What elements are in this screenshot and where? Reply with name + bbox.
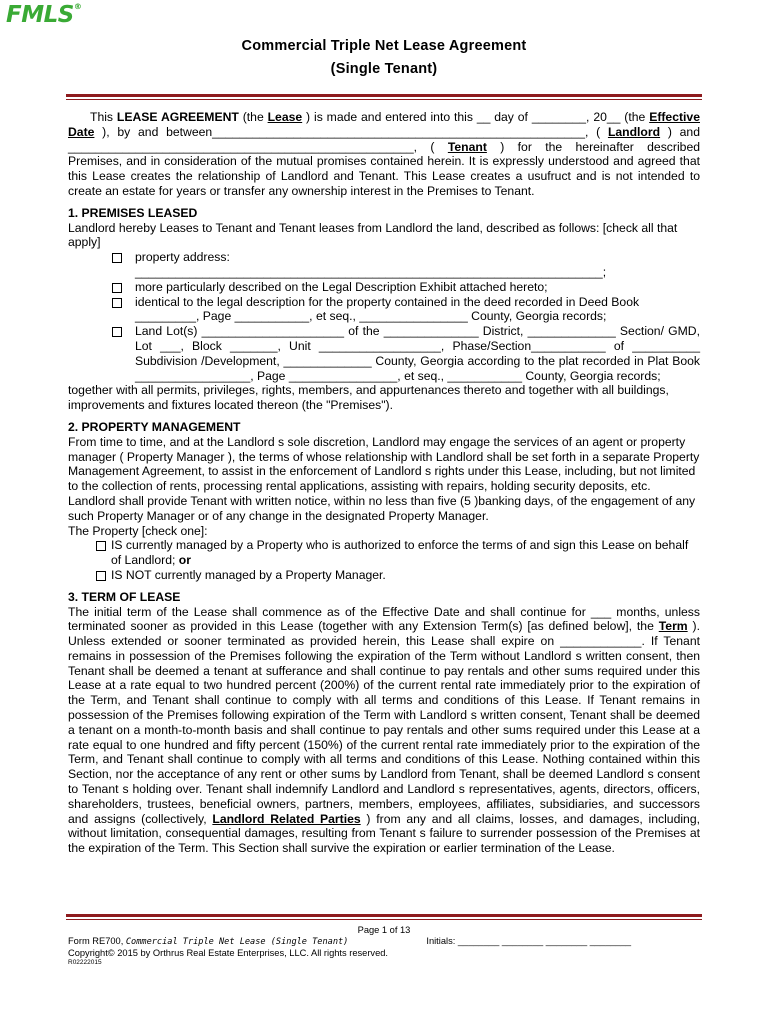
page-footer (68, 925, 700, 967)
premises-option-legal-exhibit: more particularly described on the Legal Description Exhibit attached hereto; (68, 280, 700, 295)
form-title: Commercial Triple Net Lease (Single Tenant) (125, 937, 349, 947)
management-option-is-managed: IS currently managed by a Property who is authorized to enforce the terms of and sign this Lease on behalf of Landlord; or (68, 538, 700, 568)
section-2-body: From time to time, and at the Landlord s sole discretion, Landlord may engage the services of an agent or property manager ( Property Manager ), the terms of whose relationship with Landlord shall be set forth in a separate Property Management Agreement, to assist in the enforcement of Landlord s rights under this Lease, including, but not limited to the collection of rents, processing rental applications, assisting with repairs, holding security deposits, etc. Landlord shall provide Tenant with written notice, within no less than five (5 )banking days, of the engagement of any such Property Manager or of any change in the designated Property Manager. (68, 434, 700, 523)
section-1-tail: together with all permits, privileges, rights, members, and appurtenances thereto and together with all buildings, improvements and fixtures located thereon (the "Premises"). (68, 383, 669, 413)
defined-term-date: Date (68, 124, 95, 139)
intro-line-3: ___________________________________________________, ( Tenant ) for the hereinafter described (68, 139, 700, 154)
defined-term-lease: Lease (267, 110, 303, 124)
checkbox[interactable] (96, 541, 106, 551)
premises-option-land-lot: Land Lot(s) _____________________ of the ______________ District, _____________ Section/ GMD, Lot ___, Block _______, Unit __________________, Phase/Section___________ of __________ Subdivision /Development, _____________ County, Georgia according to the plat recorded in Plat Book _________________, Page ________________, et seq., ___________ County, Georgia records; (68, 324, 700, 383)
fmls-logo (6, 2, 81, 28)
section-2-check-prompt: The Property [check one]: (68, 523, 208, 538)
intro-line-2: Date ), by and between_______________________________________________________, ( Landlord ) and (68, 124, 700, 139)
section-1-lead: Landlord hereby Leases to Tenant and Tenant leases from Landlord the land, described as follows: [check all that apply] (68, 220, 678, 250)
checkbox[interactable] (112, 327, 122, 337)
checkbox[interactable] (112, 253, 122, 263)
defined-term-effective: Effective (649, 110, 700, 124)
management-option-not-managed: IS NOT currently managed by a Property Manager. (68, 568, 700, 583)
document-subtitle: (Single Tenant) (330, 61, 438, 77)
checkbox[interactable] (96, 571, 106, 581)
defined-term-landlord-related-parties: Landlord Related Parties (212, 811, 361, 826)
section-1-heading: 1. PREMISES LEASED (68, 205, 198, 220)
logo-text: FMLS (6, 2, 74, 28)
header-rule-thick (66, 94, 702, 97)
document-body (68, 110, 700, 856)
revision-code: R02222015 (68, 959, 102, 966)
premises-option-deed: identical to the legal description for the property contained in the deed recorded in Deed Book _________, Page ___________, et seq., ________________ County, Georgia records; (68, 295, 700, 325)
defined-term-tenant: Tenant (447, 139, 487, 154)
checkbox[interactable] (112, 298, 122, 308)
header-rule-thin (66, 99, 702, 100)
section-2-heading: 2. PROPERTY MANAGEMENT (68, 419, 241, 434)
footer-form-line: Form RE700, Commercial Triple Net Lease (Single Tenant) Initials: ________ ________ ________ ________ (68, 936, 632, 947)
page-number: Page 1 of 13 (357, 925, 411, 935)
intro-line-1: This LEASE AGREEMENT (the Lease ) is made and entered into this __ day of ________, 20__ (the Effective (90, 110, 700, 124)
checkbox[interactable] (112, 283, 122, 293)
section-3-heading: 3. TERM OF LEASE (68, 589, 181, 604)
intro-rest: Premises, and in consideration of the mutual promises contained herein. It is expressly understood and agreed that this Lease creates the relationship of Landlord and Tenant. This Lease creates a usufruct and is not intended to create an estate for years or transfer any ownership interest in the Premises to Tenant. (68, 154, 700, 198)
logo-registered-mark: ® (73, 2, 82, 11)
defined-term-term: Term (658, 619, 688, 634)
section-3-body: The initial term of the Lease shall commence as of the Effective Date and shall continue for ___ months, unless terminated sooner as provided in this Lease (together with any Extension Term(s) [as defined below], the Term ). Unless extended or sooner terminated as provided herein, this Lease shall expire on ____________. If Tenant remains in possession of the Premises following the expiration of the Term without Landlord s written consent, then Tenant shall be deemed a tenant at sufferance and shall continue to pay rentals and other sums required under this Lease at a rate equal to two hundred percent (200%) of the current rental rate immediately prior to the expiration of the Term, and Tenant shall continue to comply with all terms and conditions of this Lease. If Tenant remains in possession of the Premises following expiration of the Term with Landlord s written consent, Tenant shall be deemed a tenant on a month-to-month basis and shall continue to pay rentals and other sums required under this Lease at a rate equal to one hundred and fifty percent (150%) of the current rental rate immediately prior to the expiration of the Term, and Tenant shall continue to comply with all terms and conditions of this Lease. Nothing contained within this Section, nor the acceptance of any rent or other sums by Landlord from Tenant, shall be deemed Landlord s consent to Tenant s holding over. Tenant shall indemnify Landlord and Landlord s representatives, agents, directors, officers, shareholders, trustees, beneficial owners, partners, members, employees, affiliates, subsidiaries, and successors and assigns (collectively, Landlord Related Parties ) from any and all claims, losses, and damages, including, without limitation, consequential damages, resulting from Tenant s failure to surrender possession of the Premises at the expiration of the Term. This Section shall survive the expiration or earlier termination of the Lease. (68, 604, 700, 856)
premises-option-address: property address: _____________________________________________________________________; (68, 250, 700, 280)
copyright: Copyright© 2015 by Orthrus Real Estate Enterprises, LLC. All rights reserved. (68, 948, 388, 958)
document-title: Commercial Triple Net Lease Agreement (241, 38, 527, 54)
lease-agreement-label: LEASE AGREEMENT (116, 110, 239, 124)
footer-rule-thin (66, 919, 702, 920)
defined-term-landlord: Landlord (607, 124, 661, 139)
initials-blanks: Initials: ________ ________ ________ ________ (426, 936, 632, 946)
intro-paragraph (68, 110, 700, 199)
footer-rule-thick (66, 914, 702, 917)
